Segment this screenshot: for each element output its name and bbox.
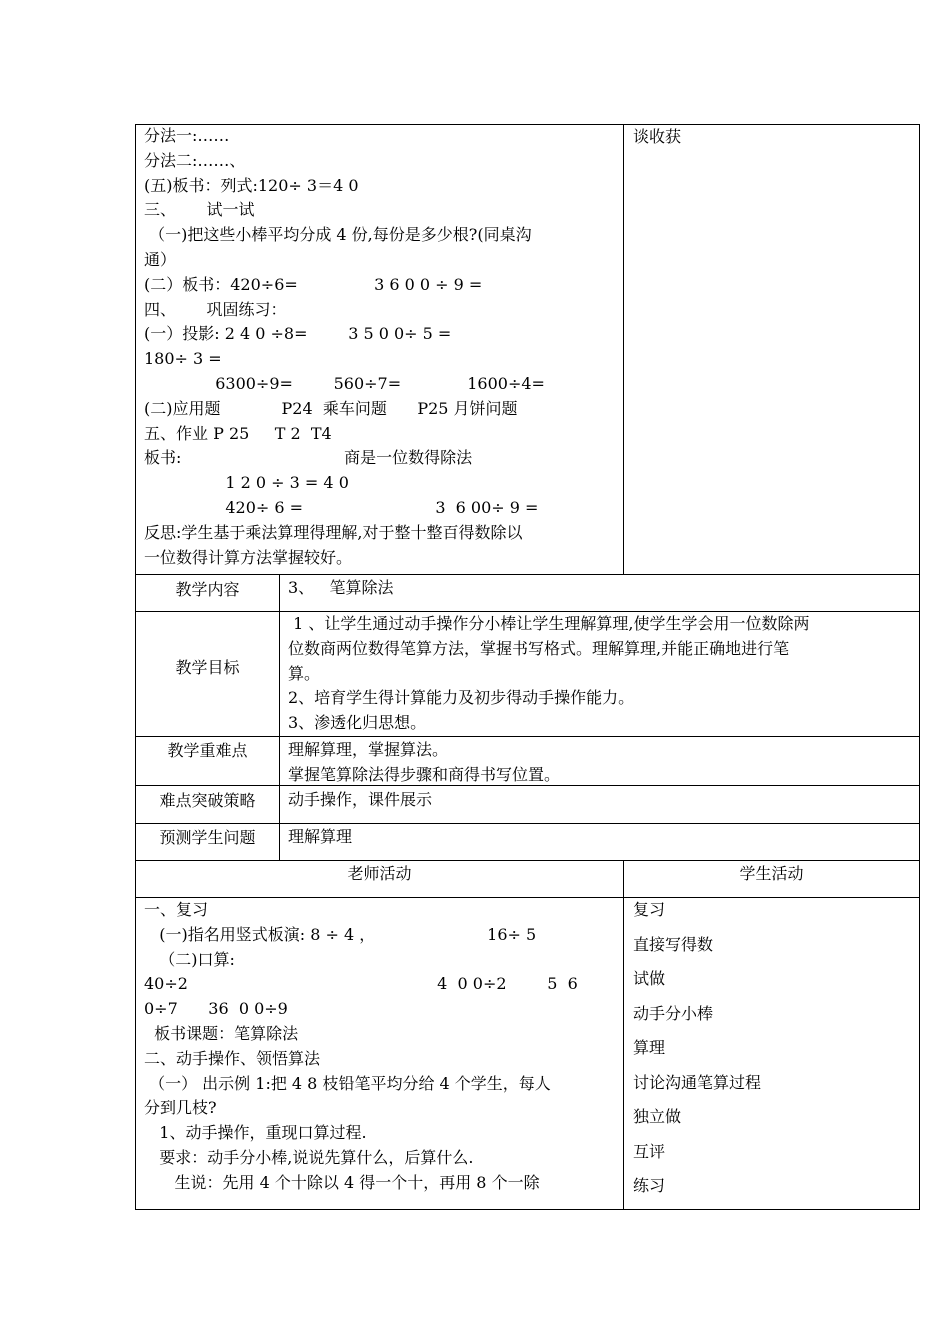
row-key-line-1: 理解算理，掌握算法。 bbox=[288, 740, 449, 759]
top-line-4: 三、 试一试 bbox=[144, 200, 255, 220]
top-line-12: (二)应用题 P24 乘车问题 P25 月饼问题 bbox=[144, 398, 518, 418]
row-predict-value-cell bbox=[279, 823, 920, 861]
student-activity-item: 讨论沟通笔算过程 bbox=[633, 1072, 762, 1092]
bottom-line-10: 1、动手操作，重现口算过程. bbox=[144, 1123, 367, 1143]
row-predict-label: 预测学生问题 bbox=[159, 828, 256, 847]
row-goal-label: 教学目标 bbox=[175, 658, 240, 677]
bottom-line-4: 40÷2 4 0 0÷2 5 6 bbox=[144, 974, 578, 994]
teacher-activity-header: 老师活动 bbox=[347, 864, 412, 883]
bottom-line-2: (一)指名用竖式板演: 8 ÷ 4 ， 16÷ 5 bbox=[144, 924, 537, 944]
bottom-line-8: （一） 出示例 1:把 4 8 枝铅笔平均分给 4 个学生，每人 bbox=[144, 1073, 551, 1093]
top-line-2: 分法二:……、 bbox=[144, 150, 246, 170]
top-right-text: 谈收获 bbox=[633, 127, 682, 146]
bottom-line-5: 0÷7 36 0 0÷9 bbox=[144, 999, 288, 1019]
row-key-label: 教学重难点 bbox=[167, 741, 248, 760]
top-line-1: 分法一:…… bbox=[144, 126, 230, 145]
bottom-line-12: 生说：先用 4 个十除以 4 得一个十，再用 8 个一除 bbox=[144, 1172, 540, 1192]
row-goal-line-3: 算。 bbox=[288, 663, 321, 683]
top-line-18: 一位数得计算方法掌握较好。 bbox=[144, 547, 353, 567]
bottom-line-7: 二、动手操作、领悟算法 bbox=[144, 1048, 321, 1068]
student-activity-item: 动手分小棒 bbox=[633, 1003, 714, 1023]
top-line-17: 反思:学生基于乘法算理得理解,对于整十整百得数除以 bbox=[144, 522, 523, 542]
student-activity-item: 练习 bbox=[633, 1176, 666, 1195]
top-line-15: 1 2 0 ÷ 3 = 4 0 bbox=[144, 473, 349, 493]
row-content-label: 教学内容 bbox=[175, 580, 240, 599]
top-line-3: (五)板书：列式:120÷ 3＝4 0 bbox=[144, 175, 359, 195]
row-goal-line-4: 2、培育学生得计算能力及初步得动手操作能力。 bbox=[288, 688, 635, 708]
student-activity-item: 算理 bbox=[633, 1038, 666, 1057]
top-line-10: 180÷ 3 = bbox=[144, 349, 222, 369]
row-strategy-label: 难点突破策略 bbox=[159, 791, 256, 810]
student-activity-item: 独立做 bbox=[633, 1107, 682, 1126]
top-line-5: （一)把这些小棒平均分成 4 份,每份是多少根?(同桌沟 bbox=[144, 225, 532, 245]
bottom-line-3: （二)口算: bbox=[144, 949, 235, 969]
bottom-line-1: 一、复习 bbox=[144, 900, 209, 919]
student-activity-item: 试做 bbox=[633, 969, 666, 988]
row-predict-line-1: 理解算理 bbox=[288, 827, 353, 846]
bottom-line-6: 板书课题：笔算除法 bbox=[144, 1024, 299, 1043]
bottom-line-9: 分到几枝? bbox=[144, 1098, 217, 1118]
row-goal-line-5: 3、渗透化归思想。 bbox=[288, 713, 427, 733]
top-line-7: (二）板书：420÷6= 3 6 0 0 ÷ 9 = bbox=[144, 274, 483, 294]
student-activity-item: 互评 bbox=[633, 1141, 666, 1161]
top-line-13: 五、作业 P 25 T 2 T4 bbox=[144, 423, 332, 443]
row-goal-line-1: 1 、让学生通过动手操作分小棒让学生理解算理,使学生学会用一位数除两 bbox=[288, 614, 810, 633]
top-line-9: (一）投影: 2 4 0 ÷8= 3 5 0 0÷ 5 = bbox=[144, 324, 452, 344]
top-line-6: 通） bbox=[144, 250, 177, 269]
student-activity-header: 学生活动 bbox=[739, 864, 804, 883]
top-line-16: 420÷ 6 = 3 6 00÷ 9 = bbox=[144, 498, 539, 517]
top-line-11: 6300÷9= 560÷7= 1600÷4= bbox=[144, 374, 545, 393]
student-activity-item: 复习 bbox=[633, 900, 666, 919]
row-key-line-2: 掌握笔算除法得步骤和商得书写位置。 bbox=[288, 764, 561, 784]
student-activity-item: 直接写得数 bbox=[633, 934, 714, 954]
bottom-line-11: 要求：动手分小棒,说说先算什么，后算什么. bbox=[144, 1148, 474, 1167]
top-line-8: 四、 巩固练习： bbox=[144, 299, 287, 319]
row-goal-line-2: 位数商两位数得笔算方法，掌握书写格式。理解算理,并能正确地进行笔 bbox=[288, 638, 790, 658]
row-strategy-line-1: 动手操作，课件展示 bbox=[288, 790, 433, 809]
top-right-cell bbox=[623, 124, 920, 575]
row-content-line-1: 3、 笔算除法 bbox=[288, 578, 394, 597]
top-line-14: 板书: 商是一位数得除法 bbox=[144, 448, 473, 468]
